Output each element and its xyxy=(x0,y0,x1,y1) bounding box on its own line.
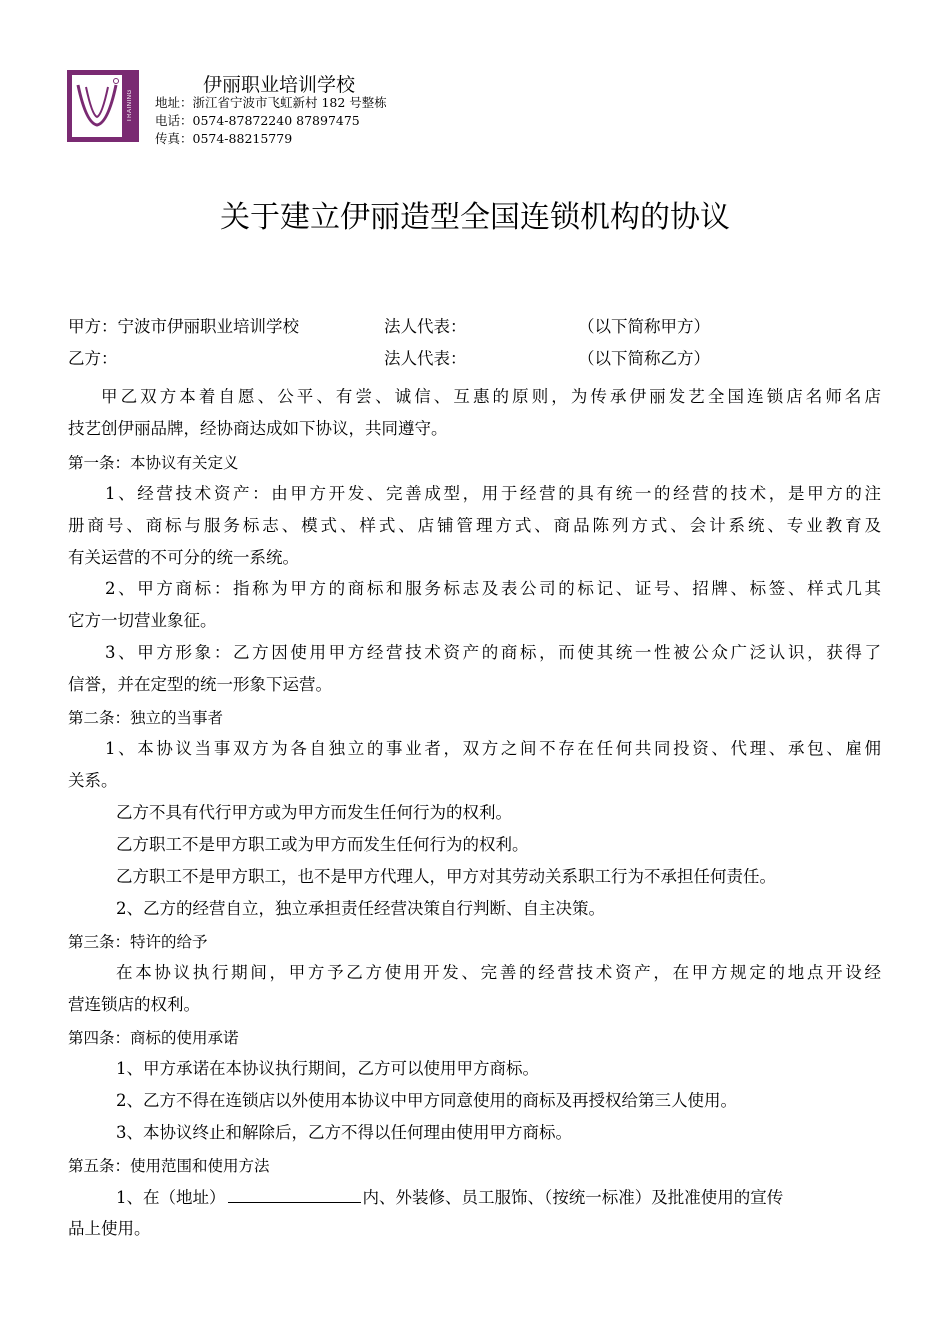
article-5-p1-line-2: 品上使用。 xyxy=(68,1219,151,1238)
article-5-p1-prefix: 1、在（地址） xyxy=(116,1188,226,1207)
party-a-representative: 法人代表： xyxy=(384,317,467,336)
article-5-p1-suffix: 内、外装修、员工服饰、（按统一标准）及批准使用的宣传 xyxy=(362,1188,784,1207)
party-a-note: （以下简称甲方） xyxy=(578,317,710,336)
article-2-p1-line-2: 关系。 xyxy=(68,771,118,790)
article-3-p1-line-1: 在本协议执行期间，甲方予乙方使用开发、完善的经营技术资产，在甲方规定的地点开设经 xyxy=(116,963,881,982)
logo-v-mark-icon xyxy=(72,75,122,137)
article-5-p1-line-1 xyxy=(116,1186,783,1209)
article-2-p2: 2、乙方的经营自立，独立承担责任经营决策自行判断、自主决策。 xyxy=(116,899,605,918)
article-1-p2-line-1: 2、甲方商标：指称为甲方的商标和服务标志及表公司的标记、证号、招牌、标签、样式几其 xyxy=(105,579,881,598)
article-5-heading: 第五条：使用范围和使用方法 xyxy=(68,1157,270,1175)
article-3-heading: 第三条：特许的给予 xyxy=(68,933,208,951)
school-address: 地址：浙江省宁波市飞虹新村 182 号整栋 xyxy=(155,95,387,110)
party-b-note: （以下简称乙方） xyxy=(578,349,710,368)
article-2-p1-line-1: 1、本协议当事双方为各自独立的事业者，双方之间不存在任何共同投资、代理、承包、雇佣 xyxy=(105,739,881,758)
article-1-p1-line-3: 有关运营的不可分的统一系统。 xyxy=(68,548,299,567)
logo-emblem xyxy=(72,75,122,137)
article-4-p3: 3、本协议终止和解除后，乙方不得以任何理由使用甲方商标。 xyxy=(116,1123,572,1142)
article-1-p2-line-2: 它方一切营业象征。 xyxy=(68,611,217,630)
school-name: 伊丽职业培训学校 xyxy=(203,74,356,96)
school-phone: 电话：0574-87872240 87897475 xyxy=(155,113,360,128)
logo-side-text: TRAINING SCHOOL xyxy=(127,89,147,123)
article-1-p1-line-1: 1、经营技术资产：由甲方开发、完善成型，用于经营的具有统一的经营的技术，是甲方的注 xyxy=(105,484,881,503)
article-1-p3-line-2: 信誉，并在定型的统一形象下运营。 xyxy=(68,675,332,694)
article-1-p1-line-2: 册商号、商标与服务标志、模式、样式、店铺管理方式、商品陈列方式、会计系统、专业教育及 xyxy=(68,516,881,535)
party-a-label: 甲方：宁波市伊丽职业培训学校 xyxy=(68,317,299,336)
article-1-p3-line-1: 3、甲方形象：乙方因使用甲方经营技术资产的商标，而使其统一性被公众广泛认识，获得了 xyxy=(105,643,881,662)
intro-line-1: 甲乙双方本着自愿、公平、有尝、诚信、互惠的原则，为传承伊丽发艺全国连锁店名师名店 xyxy=(101,387,881,406)
article-2-heading: 第二条：独立的当事者 xyxy=(68,709,224,727)
article-4-heading: 第四条：商标的使用承诺 xyxy=(68,1029,239,1047)
article-1-heading: 第一条：本协议有关定义 xyxy=(68,454,239,472)
document-title: 关于建立伊丽造型全国连锁机构的协议 xyxy=(220,200,730,235)
school-logo xyxy=(67,70,147,142)
article-4-p1: 1、甲方承诺在本协议执行期间，乙方可以使用甲方商标。 xyxy=(116,1059,539,1078)
party-b-label: 乙方： xyxy=(68,349,118,368)
article-3-p1-line-2: 营连锁店的权利。 xyxy=(68,995,200,1014)
address-blank-field[interactable] xyxy=(228,1186,361,1203)
school-fax: 传真：0574-88215779 xyxy=(155,131,293,146)
intro-line-2: 技艺创伊丽品牌，经协商达成如下协议，共同遵守。 xyxy=(68,419,448,438)
party-b-representative: 法人代表： xyxy=(384,349,467,368)
article-2-sentence-1: 乙方不具有代行甲方或为甲方而发生任何行为的权利。 xyxy=(116,803,512,822)
article-4-p2: 2、乙方不得在连锁店以外使用本协议中甲方同意使用的商标及再授权给第三人使用。 xyxy=(116,1091,737,1110)
article-2-sentence-3: 乙方职工不是甲方职工，也不是甲方代理人，甲方对其劳动关系职工行为不承担任何责任。 xyxy=(116,867,776,886)
article-2-sentence-2: 乙方职工不是甲方职工或为甲方而发生任何行为的权利。 xyxy=(116,835,529,854)
